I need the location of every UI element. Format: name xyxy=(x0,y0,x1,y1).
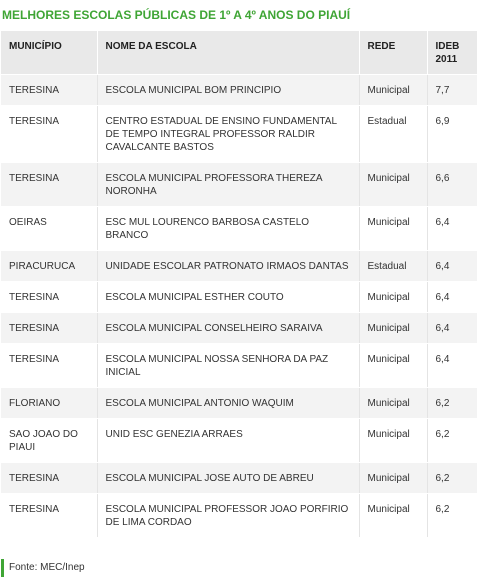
table-row xyxy=(1,494,477,538)
table-row xyxy=(1,388,477,419)
cell-municipio: TERESINA xyxy=(1,313,97,344)
column-header-rede: REDE xyxy=(359,31,427,75)
cell-municipio: TERESINA xyxy=(1,344,97,388)
cell-nome-da-escola: CENTRO ESTADUAL DE ENSINO FUNDAMENTAL DE TEMPO INTEGRAL PROFESSOR RALDIR CAVALCANTE BASTOS xyxy=(97,106,359,163)
cell-nome-da-escola: ESCOLA MUNICIPAL CONSELHEIRO SARAIVA xyxy=(97,313,359,344)
table-row xyxy=(1,313,477,344)
cell-ideb: 7,7 xyxy=(427,75,477,106)
cell-rede: Municipal xyxy=(359,163,427,207)
cell-ideb: 6,4 xyxy=(427,282,477,313)
table-title: MELHORES ESCOLAS PÚBLICAS DE 1º A 4º ANOS DO PIAUÍ xyxy=(2,8,351,22)
table-row xyxy=(1,75,477,106)
table-row xyxy=(1,344,477,388)
cell-nome-da-escola: ESCOLA MUNICIPAL JOSE AUTO DE ABREU xyxy=(97,463,359,494)
cell-municipio: TERESINA xyxy=(1,106,97,163)
table-row xyxy=(1,282,477,313)
cell-rede: Municipal xyxy=(359,388,427,419)
table-row xyxy=(1,251,477,282)
cell-ideb: 6,4 xyxy=(427,207,477,251)
cell-ideb: 6,9 xyxy=(427,106,477,163)
cell-ideb: 6,2 xyxy=(427,388,477,419)
cell-nome-da-escola: ESCOLA MUNICIPAL ESTHER COUTO xyxy=(97,282,359,313)
table-row xyxy=(1,419,477,463)
cell-municipio: FLORIANO xyxy=(1,388,97,419)
cell-municipio: OEIRAS xyxy=(1,207,97,251)
cell-ideb: 6,4 xyxy=(427,251,477,282)
cell-nome-da-escola: ESCOLA MUNICIPAL BOM PRINCIPIO xyxy=(97,75,359,106)
cell-nome-da-escola: UNIDADE ESCOLAR PATRONATO IRMAOS DANTAS xyxy=(97,251,359,282)
cell-rede: Municipal xyxy=(359,207,427,251)
cell-rede: Municipal xyxy=(359,344,427,388)
cell-rede: Estadual xyxy=(359,251,427,282)
cell-nome-da-escola: UNID ESC GENEZIA ARRAES xyxy=(97,419,359,463)
table-row xyxy=(1,106,477,163)
cell-nome-da-escola: ESCOLA MUNICIPAL ANTONIO WAQUIM xyxy=(97,388,359,419)
table-row xyxy=(1,207,477,251)
cell-nome-da-escola: ESCOLA MUNICIPAL PROFESSORA THEREZA NORONHA xyxy=(97,163,359,207)
cell-rede: Estadual xyxy=(359,106,427,163)
cell-municipio: TERESINA xyxy=(1,494,97,538)
cell-ideb: 6,2 xyxy=(427,419,477,463)
cell-municipio: SAO JOAO DO PIAUI xyxy=(1,419,97,463)
cell-municipio: PIRACURUCA xyxy=(1,251,97,282)
cell-rede: Municipal xyxy=(359,494,427,538)
source-note: Fonte: MEC/Inep xyxy=(1,559,85,577)
cell-ideb: 6,2 xyxy=(427,494,477,538)
cell-rede: Municipal xyxy=(359,313,427,344)
table-header-row xyxy=(1,31,477,75)
cell-municipio: TERESINA xyxy=(1,463,97,494)
cell-ideb: 6,6 xyxy=(427,163,477,207)
column-header-municipio: MUNICÍPIO xyxy=(1,31,97,75)
cell-rede: Municipal xyxy=(359,419,427,463)
cell-nome-da-escola: ESCOLA MUNICIPAL PROFESSOR JOAO PORFIRIO DE LIMA CORDAO xyxy=(97,494,359,538)
schools-table xyxy=(1,31,477,538)
table-row xyxy=(1,463,477,494)
cell-nome-da-escola: ESC MUL LOURENCO BARBOSA CASTELO BRANCO xyxy=(97,207,359,251)
cell-rede: Municipal xyxy=(359,463,427,494)
cell-nome-da-escola: ESCOLA MUNICIPAL NOSSA SENHORA DA PAZ INICIAL xyxy=(97,344,359,388)
cell-ideb: 6,4 xyxy=(427,313,477,344)
column-header-ideb-2011: IDEB 2011 xyxy=(427,31,477,75)
cell-municipio: TERESINA xyxy=(1,163,97,207)
cell-rede: Municipal xyxy=(359,75,427,106)
cell-rede: Municipal xyxy=(359,282,427,313)
column-header-nome-da-escola: NOME DA ESCOLA xyxy=(97,31,359,75)
table-row xyxy=(1,163,477,207)
cell-municipio: TERESINA xyxy=(1,75,97,106)
cell-ideb: 6,2 xyxy=(427,463,477,494)
cell-ideb: 6,4 xyxy=(427,344,477,388)
cell-municipio: TERESINA xyxy=(1,282,97,313)
